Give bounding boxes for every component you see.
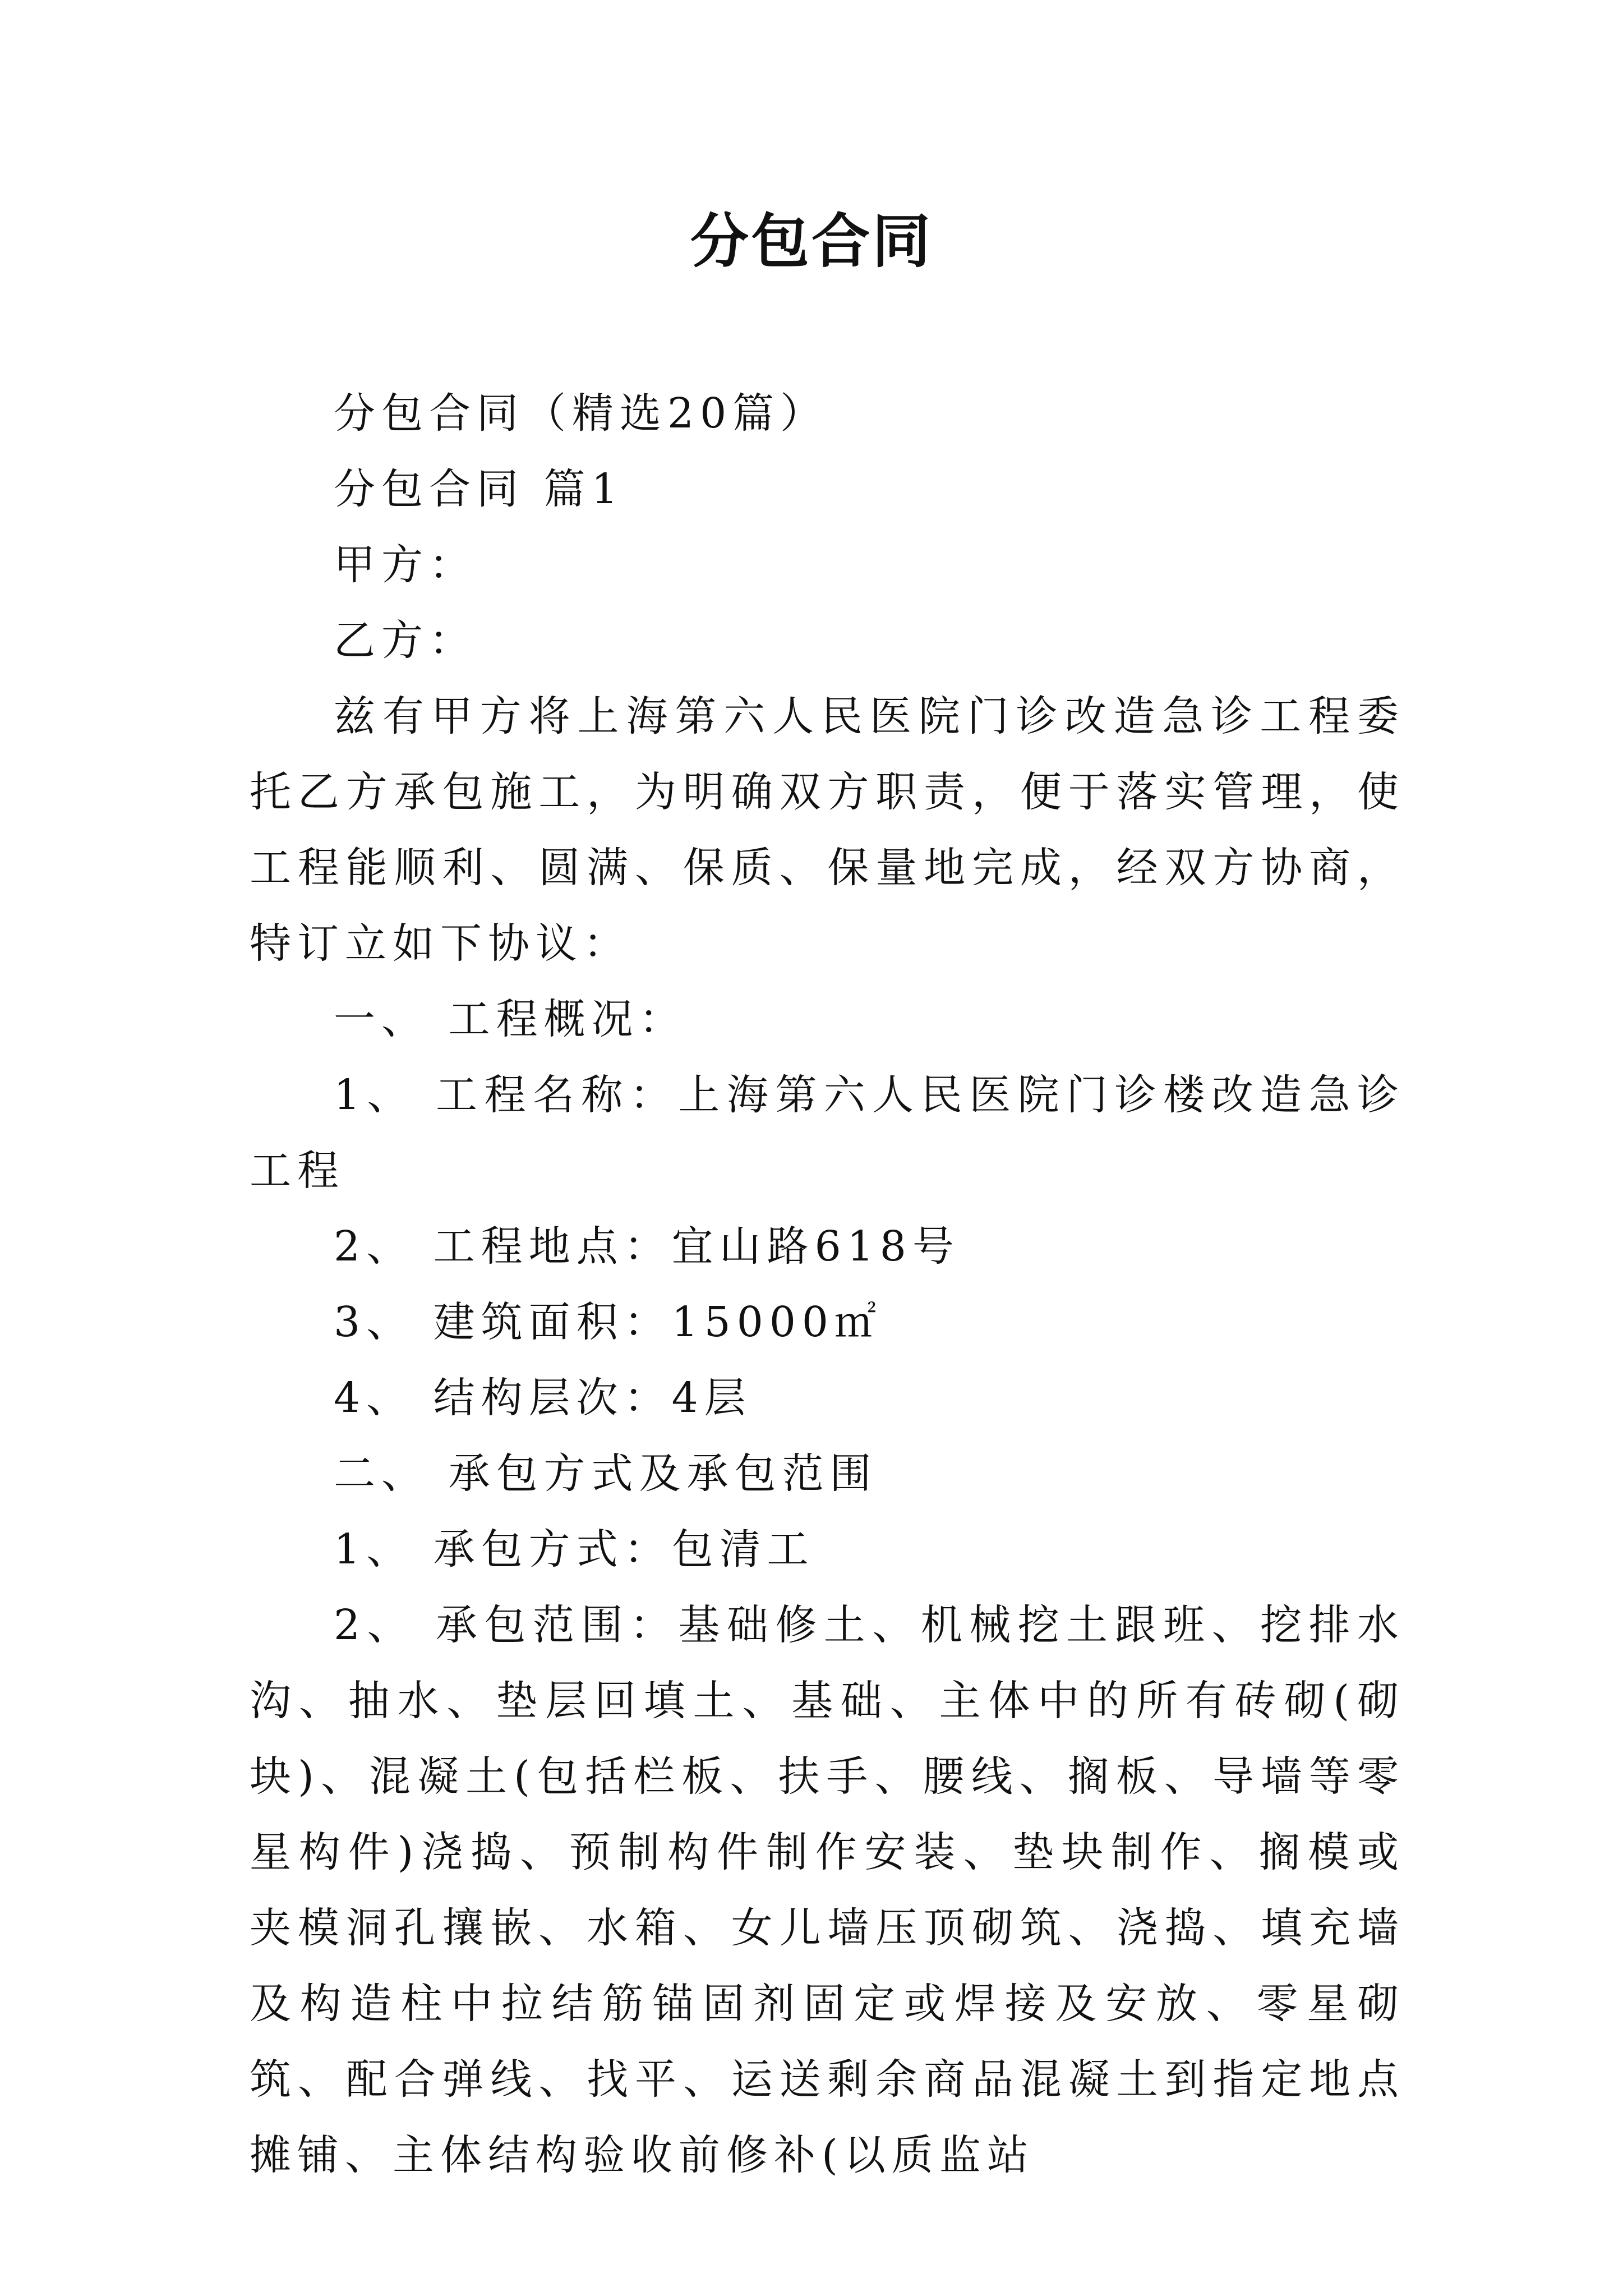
paragraph-preamble: 兹有甲方将上海第六人民医院门诊改造急诊工程委托乙方承包施工，为明确双方职责，便于落实管理，使工程能顺利、圆满、保质、保量地完成，经双方协商，特订立如下协议： [250, 692, 1405, 968]
paragraph-structure-floors: 4、 结构层次：4层 [334, 1374, 752, 1422]
paragraph-contract-scope: 2、 承包范围：基础修土、机械挖土跟班、挖排水沟、抽水、垫层回填土、基础、主体中的所有砖砌(砌块)、混凝土(包括栏板、扶手、腰线、搁板、导墙等零星构件)浇捣、预制构件制作安装、垫块制作、搁模或夹模洞孔攘嵌、水箱、女儿墙压顶砌筑、浇捣、填充墙及构造柱中拉结筋锚固剂固定或焊接及安放、零星砌筑、配合弹线、找平、运送剩余商品混凝土到指定地点摊铺、主体结构验收前修补(以质监站 [250, 1601, 1405, 2179]
paragraph-project-location: 2、 工程地点：宜山路618号 [334, 1222, 960, 1271]
paragraph-project-name: 1、 工程名称：上海第六人民医院门诊楼改造急诊工程 [250, 1071, 1405, 1195]
paragraph-contract-method: 1、 承包方式：包清工 [334, 1525, 815, 1573]
paragraph-chapter-heading: 分包合同 篇1 [334, 465, 624, 513]
document-body [250, 376, 1405, 2193]
paragraph-party-a: 甲方： [334, 541, 477, 589]
paragraph-subtitle: 分包合同（精选20篇） [334, 389, 828, 438]
paragraph-building-area: 3、 建筑面积：15000㎡ [334, 1298, 883, 1346]
document-title: 分包合同 [690, 206, 933, 275]
paragraph-section-2-heading: 二、 承包方式及承包范围 [334, 1450, 878, 1498]
paragraph-section-1-heading: 一、 工程概况： [334, 995, 687, 1043]
paragraph-party-b: 乙方： [334, 616, 477, 665]
